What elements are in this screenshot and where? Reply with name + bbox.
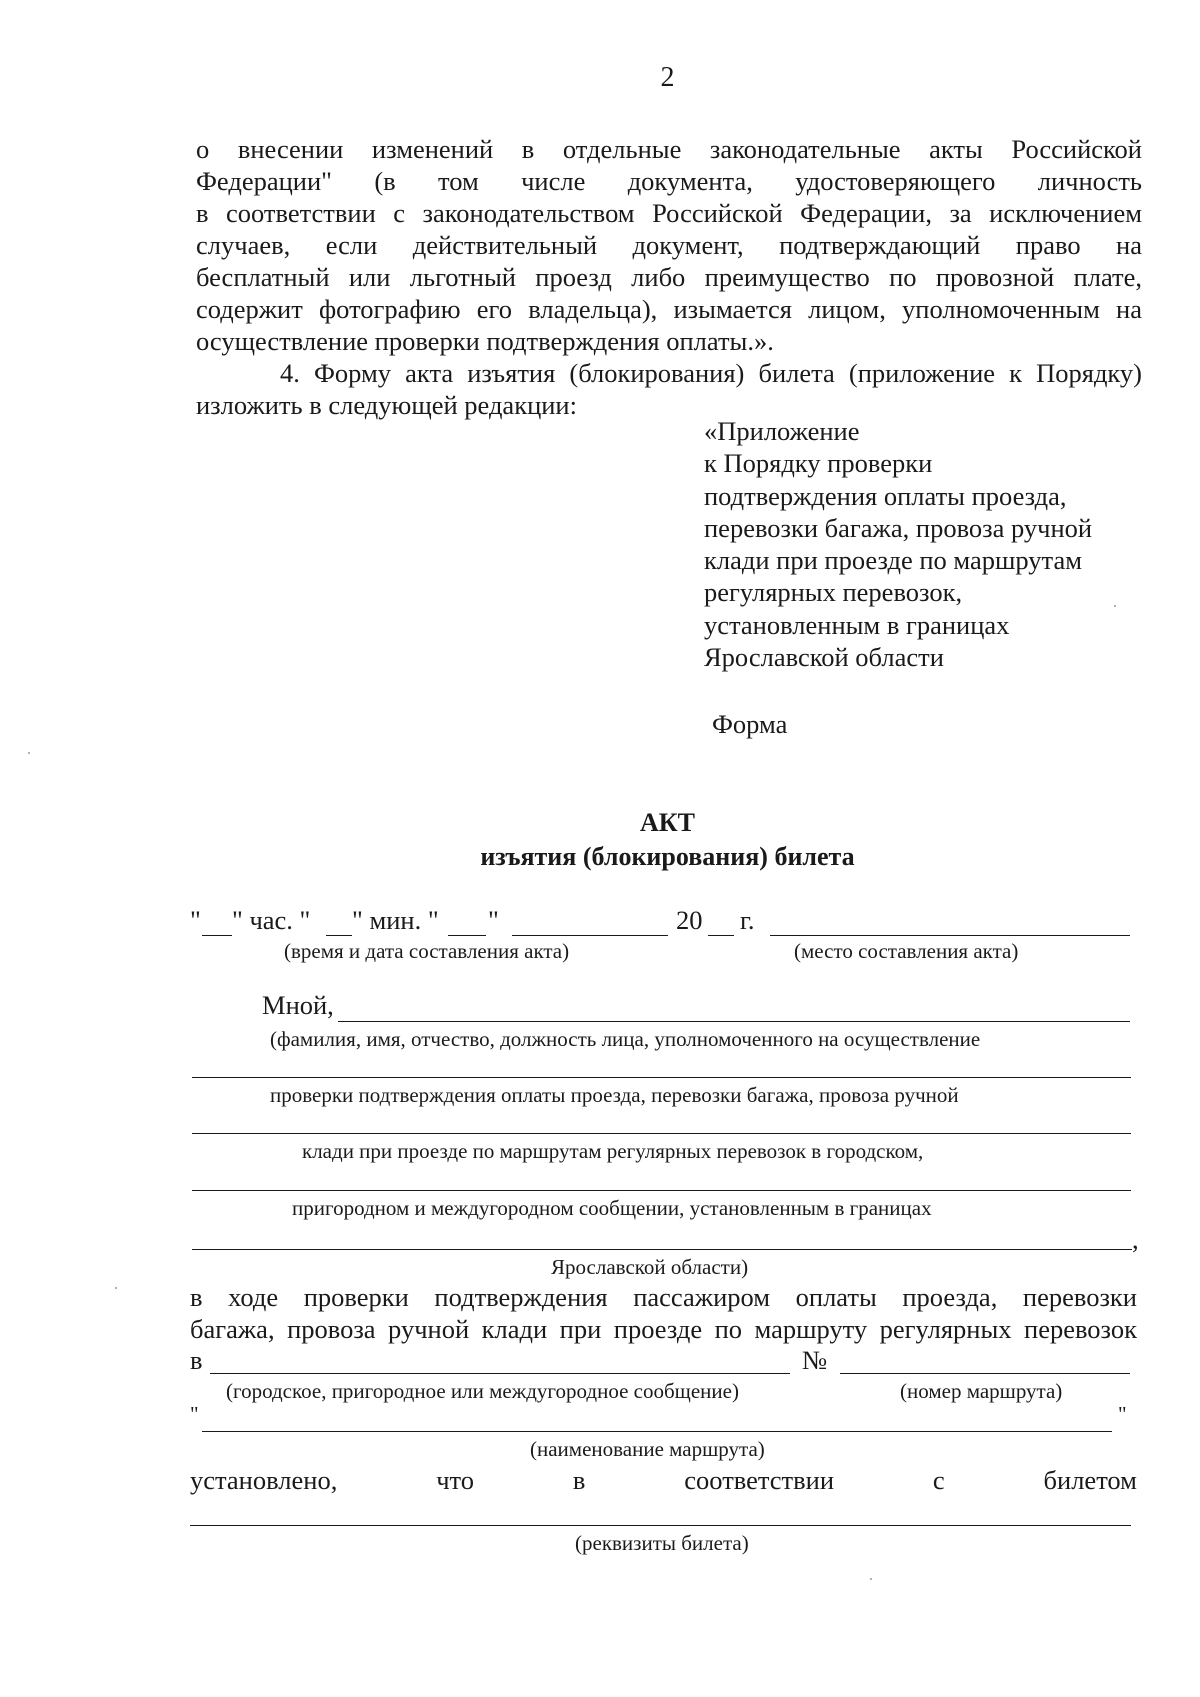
official-caption-line: проверки подтверждения оплаты проезда, перевозки багажа, провоза ручной [270,1083,959,1107]
year-suffix: г. [740,905,755,935]
caption-route-number: (номер маршрута) [900,1379,1063,1403]
established-word: в [572,1465,586,1495]
intro-line: осуществление проверки подтверждения оплаты.». [196,326,774,356]
page-number: 2 [660,62,675,93]
place-blank[interactable] [770,935,1130,936]
check-line: багажа, провоза ручной клади при проезде по маршруту регулярных перевозок [190,1314,1137,1344]
official-caption-line: пригородном и междугородном сообщении, установленным в границах [292,1196,932,1220]
appendix-line: установленным в границах [704,609,1010,640]
intro-line: бесплатный или льготный проезд либо преимущество по провозной плате, [196,262,1142,292]
established-word: билетом [1043,1465,1137,1495]
official-blank-3[interactable] [192,1133,1131,1134]
caption-time-date: (время и дата составления акта) [284,939,570,963]
number-sign: № [802,1345,828,1375]
established-word: установлено, [190,1465,338,1495]
appendix-line: Ярославской области [704,642,944,673]
scan-speck [115,1287,117,1289]
day-blank[interactable] [448,935,486,936]
intro-paragraph [196,133,1142,357]
route-quote-close: " [1118,1402,1127,1426]
caption-ticket-details: (реквизиты билета) [575,1531,749,1555]
by-me-label: Мной, [262,990,334,1020]
intro-line: в соответствии с законодательством Российской Федерации, за исключением [196,198,1142,228]
day-quote-close: " [488,905,499,935]
item-4-paragraph [196,357,1142,421]
intro-line: о внесении изменений в отдельные законодательные акты Российской [196,134,1142,164]
appendix-line: клади при проезде по маршрутам [704,545,1082,576]
month-blank[interactable] [512,935,668,936]
route-number-blank[interactable] [840,1373,1130,1374]
established-word: с [932,1465,945,1495]
minute-blank[interactable] [326,935,352,936]
official-blank-5[interactable] [192,1249,1132,1250]
intro-line: Федерации" (в том числе документа, удостоверяющего личность [196,166,1142,196]
caption-message-type: (городское, пригородное или междугородное сообщение) [226,1379,739,1403]
intro-line: содержит фотографию его владельца), изымается лицом, уполномоченным на [196,294,1142,324]
route-quote-open: " [190,1402,199,1426]
hour-blank[interactable] [202,935,232,936]
check-line: в ходе проверки подтверждения пассажиром оплаты проезда, перевозки [190,1282,1137,1312]
message-type-blank[interactable] [210,1373,790,1374]
appendix-line: «Приложение [704,416,860,446]
item-4-line: изложить в следующей редакции: [196,390,577,420]
item-4-line: 4. Форму акта изъятия (блокирования) билета (приложение к Порядку) [280,358,1142,388]
appendix-line: к Порядку проверки [704,448,933,479]
hour-quote-open: " [190,905,201,935]
act-title: АКТ [640,808,695,837]
form-label: Форма [712,709,788,739]
established-line [190,1465,1137,1496]
hour-label: " час. " [232,905,311,935]
official-caption-line: клади при проезде по маршрутам регулярных перевозок в городском, [302,1139,924,1163]
established-word: что [436,1465,475,1495]
scan-speck [1114,605,1116,607]
appendix-line: перевозки багажа, провоза ручной [704,512,1093,543]
appendix-line: регулярных перевозок, [704,577,963,608]
year-prefix: 20 [676,905,703,935]
official-caption-line: Ярославской области) [551,1255,749,1279]
minute-label: " мин. " [352,905,439,935]
check-paragraph [190,1281,1137,1345]
appendix-line: подтверждения оплаты проезда, [704,480,1067,511]
caption-place: (место составления акта) [794,939,1019,963]
appendix-heading [704,415,1092,673]
official-caption-line: (фамилия, имя, отчество, должность лица, уполномоченного на осуществление [270,1027,981,1051]
official-name-blank[interactable] [338,1021,1130,1022]
scan-speck [870,1578,872,1580]
official-blank-2[interactable] [192,1077,1131,1078]
caption-route-name: (наименование маршрута) [530,1437,765,1461]
in-label: в [190,1345,203,1375]
official-blank-4[interactable] [192,1190,1131,1191]
ticket-details-blank[interactable] [190,1525,1131,1526]
act-subtitle: изъятия (блокирования) билета [480,842,855,871]
intro-line: случаев, если действительный документ, подтверждающий право на [196,230,1142,260]
scan-speck [28,752,30,754]
established-word: соответствии [684,1465,835,1495]
year-blank[interactable] [708,935,734,936]
official-comma: , [1132,1224,1139,1254]
route-name-blank[interactable] [202,1431,1112,1432]
